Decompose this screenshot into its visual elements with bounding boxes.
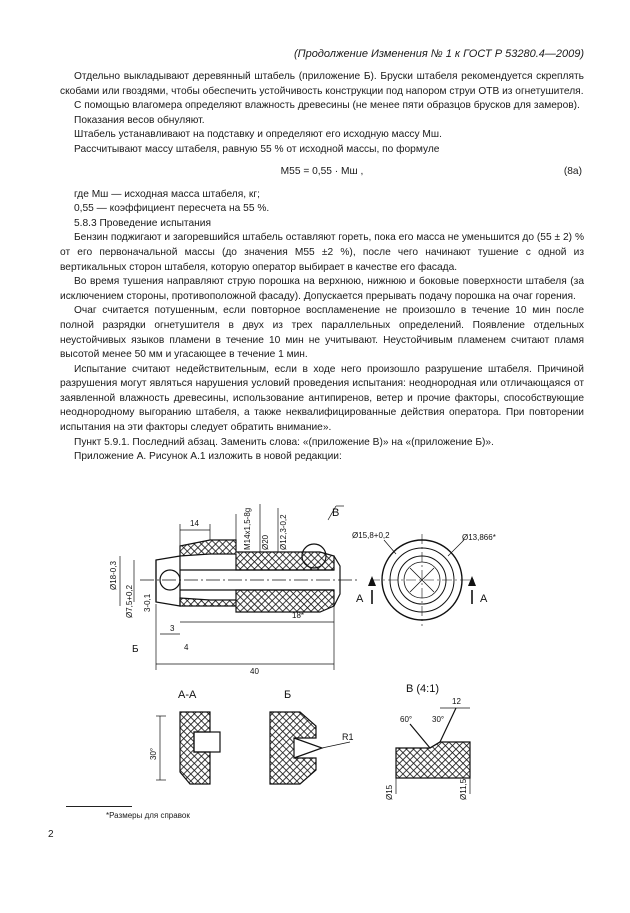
section-heading: 5.8.3 Проведение испытания	[74, 217, 211, 229]
page-number: 2	[48, 829, 54, 840]
dim-label: 3	[170, 624, 175, 633]
paragraph: 0,55 — коэффициент пересчета на 55 %.	[74, 203, 270, 215]
dim-label: R1	[342, 732, 354, 742]
view-label: Б	[132, 644, 139, 655]
section-title: А-А	[178, 689, 197, 701]
section-title: В (4:1)	[406, 683, 440, 695]
section-title: Б	[284, 689, 292, 701]
dim-label: Ø11,5	[459, 778, 468, 800]
dim-label: 18*	[292, 611, 305, 620]
dim-label: 60°	[400, 715, 413, 724]
end-view	[368, 534, 476, 626]
section-b-view	[270, 712, 350, 784]
paragraph: Во время тушения направляют струю порошка на верхнюю, нижнюю и боковые поверхности штабеля (за исключением стороны, противоположной фасаду). Допускается прерывать подачу порошка на очаг горения.	[60, 276, 584, 302]
dim-label: 12	[452, 697, 461, 706]
section-marker: А	[356, 593, 364, 605]
paragraph: Показания весов обнуляют.	[74, 114, 205, 126]
dim-label: 3-0,1	[143, 593, 152, 612]
dim-label: Ø20	[261, 534, 270, 550]
end-view-labels	[352, 531, 496, 605]
main-dimensions	[120, 504, 344, 670]
dim-label: Ø18-0,3	[109, 561, 118, 590]
formula: М55 = 0,55 · Мш ,	[280, 165, 364, 177]
technical-drawing	[60, 494, 590, 814]
dim-label: 30°	[432, 715, 445, 724]
dim-label: Ø13,866*	[462, 533, 496, 542]
paragraph: где Мш — исходная масса штабеля, кг;	[74, 188, 260, 200]
dim-label: Ø12,3-0,2	[279, 514, 288, 550]
view-label: В	[332, 507, 340, 519]
paragraph: Испытание считают недействительным, если в ходе него произошло разрушение штабеля. Причиной разрушения могут являться нарушения условий проведения испытания: неоднородная или отличающаяся от заявленной влажность древесины, использование антипиренов, ветер и прочие факторы, способствующие неоднородному выгоранию штабеля, а также неквалифицированные действия оператора. При повторении испытания на эти факторы следует обратить внимание».	[60, 363, 584, 434]
dim-label: Ø15	[385, 784, 394, 800]
section-aa-view	[156, 712, 220, 784]
paragraph: Пункт 5.9.1. Последний абзац. Заменить слова: «(приложение В)» на «(приложение Б)».	[74, 436, 494, 448]
dim-label: Ø7,5+0,2	[125, 584, 134, 618]
formula-number: (8а)	[563, 165, 582, 177]
dim-label: 14	[190, 519, 199, 528]
dim-label: 40	[250, 667, 259, 676]
body-text	[60, 70, 584, 465]
paragraph: Бензин поджигают и загоревшийся штабель оставляют гореть, пока его масса не уменьшится до (55 ± 2) % от его первоначальной массы (до значения М55 ±2 %), после чего начинают тушение с одной из вертикальных сторон штабеля, которую оператор выбирает в качестве его фасада.	[60, 232, 584, 273]
formula-row	[60, 160, 584, 186]
paragraph: Очаг считается потушенным, если повторное воспламенение не произошло в течение 10 мин после полной разрядки огнетушителя в двух из трех параллельных определений. Появление отдельных неустойчивых языков пламени в течение 10 мин не учитывают. Неустойчивым пламенем считают пламя высотой менее 50 мм и угасающее в течение 1 мин.	[60, 305, 584, 361]
dim-label: Ø15,8+0,2	[352, 531, 390, 540]
footnote-divider	[66, 806, 132, 807]
footnote: *Размеры для справок	[106, 811, 190, 820]
page-header: (Продолжение Изменения № 1 к ГОСТ Р 53280.4—2009)	[293, 48, 584, 60]
paragraph: Штабель устанавливают на подставку и определяют его исходную массу Мш.	[74, 129, 442, 141]
dim-label: М14х1,5-8g	[243, 507, 252, 550]
paragraph: Рассчитывают массу штабеля, равную 55 % от исходной массы, по формуле	[74, 143, 440, 155]
paragraph: Отдельно выкладывают деревянный штабель (приложение Б). Бруски штабеля рекомендуется скреплять скобами или гвоздями, чтобы обеспечить устойчивость конструкции под напором струи ОТВ из огнетушителя.	[60, 71, 584, 97]
paragraph: С помощью влагомера определяют влажность древесины (не менее пяти образцов брусков для замеров).	[74, 100, 580, 112]
paragraph: Приложение А. Рисунок А.1 изложить в новой редакции:	[74, 451, 342, 463]
section-marker: А	[480, 593, 488, 605]
dim-label: 4	[184, 643, 189, 652]
dim-label: 30°	[149, 747, 158, 760]
